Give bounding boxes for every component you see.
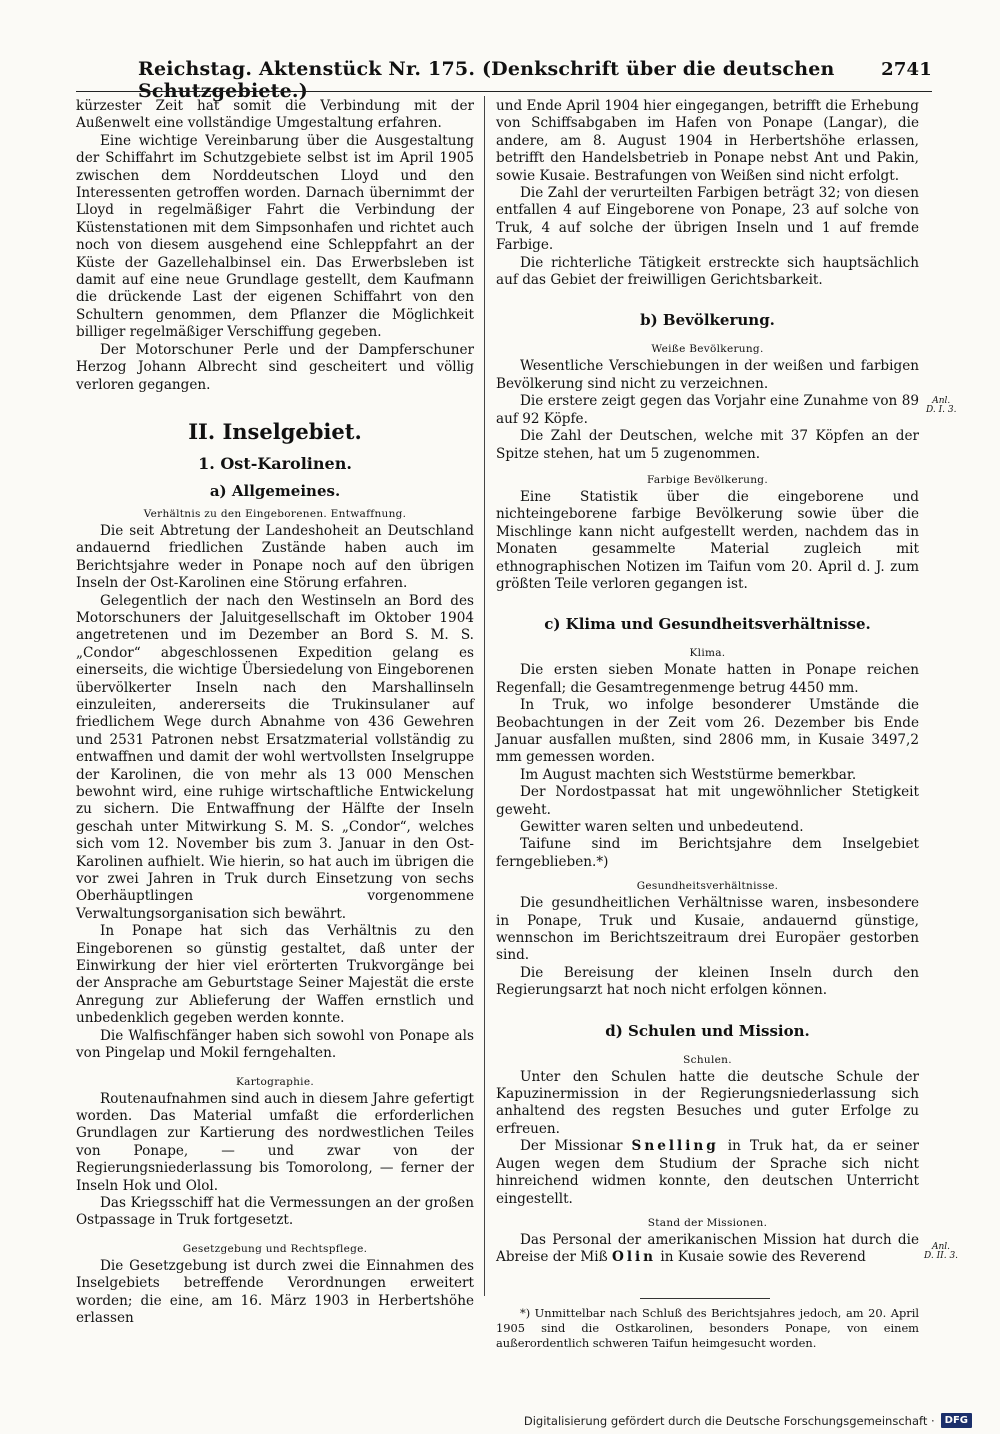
header-title: Reichstag. Aktenstück Nr. 175. (Denkschrift über die deutschen Schutzgebiete.) (138, 58, 835, 102)
paragraph: Unter den Schulen hatte die deutsche Schule der Kapuzinermission in der Regierungsniederlassung sich anhaltend des regsten Besuches und guter Erfolge zu erfreuen. (496, 1068, 919, 1137)
paragraph: Wesentliche Verschiebungen in der weißen und farbigen Bevölkerung sind nicht zu verzeichnen. (496, 358, 919, 392)
minor-heading: Weiße Bevölkerung. (651, 343, 764, 356)
text-run: in Truk hat, da er seiner Augen wegen dem Studium der Sprache sich nicht hinreichend widmen konnte, den deutschen Unterricht eingestellt. (496, 1138, 919, 1207)
section-heading: II. Inselgebiet. (188, 418, 362, 444)
margin-note-line: Anl. (932, 396, 951, 406)
paragraph: Gelegentlich der nach den Westinseln an Bord des Motorschuners der Jaluitgesellschaft im Oktober 1904 angetretenen und im Dezember an Bord S. M. S. „Condor“ abgeschlossenen Expedition gelang es einerseits, die wichtige Übersiedelung von Eingeborenen übervölkerter Inseln nach den Marshallinseln einzuleiten, andererseits die Trukinsulaner auf friedlichem Wege durch Abnahme von 436 Gewehren und 2531 Patronen nebst Ersatzmaterial vollständig zu entwaffnen und damit der wohl wertvollsten Inselgruppe der Karolinen, die von mehr als 13 000 Menschen bewohnt wird, eine ruhige wirtschaftliche Entwickelung zu sichern. Die Entwaffnung der Hälfte der Inseln geschah unter Mitwirkung S. M. S. „Condor“, welches sich vom 12. November bis zum 3. Januar in den Ost-Karolinen aufhielt. Wie hierin, so hat auch im übrigen die vor zwei Jahren in Truk durch Einsetzung von sechs Oberhäuptlingen vorgenommene Verwaltungsorganisation sich bewährt. (76, 592, 474, 922)
paragraph: Das Kriegsschiff hat die Vermessungen an der großen Ostpassage in Truk fortgesetzt. (76, 1194, 474, 1229)
paragraph: und Ende April 1904 hier eingegangen, betrifft die Erhebung von Schiffsabgaben im Hafen von Ponape (Langar), die andere, am 8. August 1904 in Herbertshöhe erlassen, betrifft den Handelsbetrieb in Ponape nebst Ant und Pakin, sowie Kusaie. Bestrafungen von Weißen sind nicht erfolgt. (496, 98, 919, 184)
paragraph: Eine wichtige Vereinbarung über die Ausgestaltung der Schiffahrt im Schutzgebiete selbst ist im April 1905 zwischen dem Norddeutschen Lloyd und den Interessenten getroffen worden. Darnach übernimmt der Lloyd in regelmäßiger Fahrt die Verbindung der Küstenstationen mit dem Simpsonhafen und richtet auch noch von diesem ausgehend eine Schleppfahrt an der Küste der Gazellehalbinsel ein. Das Erwerbsleben ist damit auf eine neue Grundlage gestellt, dem Kaufmann die drückende Last der eigenen Schiffahrt von den Schultern genommen, dem Pflanzer die Möglichkeit billiger regelmäßiger Verschiffung gegeben. (76, 132, 474, 341)
minor-heading: Gesetzgebung und Rechtspflege. (182, 1242, 368, 1255)
right-column (496, 98, 919, 1267)
person-name: Snelling (631, 1138, 719, 1155)
footnote (496, 1306, 919, 1351)
minor-heading: Schulen. (683, 1053, 732, 1066)
text-run: Der Missionar (520, 1138, 623, 1155)
minor-heading: Verhältnis zu den Eingeborenen. Entwaffnung. (143, 507, 407, 520)
paragraph (496, 1138, 919, 1208)
paragraph: Der Motorschuner Perle und der Dampferschuner Herzog Johann Albrecht sind gescheitert und völlig verloren gegangen. (76, 341, 474, 393)
paragraph: Die richterliche Tätigkeit erstreckte sich hauptsächlich auf das Gebiet der freiwilligen Gerichtsbarkeit. (496, 254, 919, 289)
header-rule (76, 91, 932, 92)
paragraph: Die seit Abtretung der Landeshoheit an Deutschland andauernd friedlichen Zustände haben auch im Berichtsjahre weder in Ponape noch auf den übrigen Inseln der Ost-Karolinen eine Störung erfahren. (76, 522, 474, 592)
paragraph: In Ponape hat sich das Verhältnis zu den Eingeborenen so günstig gestaltet, daß unter der Einwirkung der hier viel erörterten Trukvorgänge bei der Ansprache am Geburtstage Seiner Majestät die erste Anregung zur Ablieferung der Waffen ernstlich und unbedenklich gegeben werden konnte. (76, 923, 474, 1027)
margin-note-annex (924, 1243, 958, 1261)
paragraph: Der Nordostpassat hat mit ungewöhnlicher Stetigkeit geweht. (496, 784, 919, 818)
person-name: Olin (612, 1249, 657, 1266)
subsection-heading-a: a) Allgemeines. (209, 481, 341, 500)
margin-note-line: Anl. (932, 1242, 951, 1252)
paragraph: Gewitter waren selten und unbedeutend. (520, 819, 804, 835)
paragraph: Die Zahl der Deutschen, welche mit 37 Köpfen an der Spitze stehen, hat um 5 zugenommen. (496, 428, 919, 462)
minor-heading: Gesundheitsverhältnisse. (636, 880, 779, 893)
paragraph: Die erstere zeigt gegen das Vorjahr eine Zunahme von 89 auf 92 Köpfe. (496, 393, 919, 427)
page-number: 2741 (881, 59, 932, 80)
paragraph: In Truk, wo infolge besonderer Umstände die Beobachtungen in der Zeit vom 26. Dezember bis Ende Januar ausfallen mußten, sind 2806 mm, in Kusaie 3497,2 mm gemessen worden. (496, 697, 919, 766)
minor-heading: Klima. (689, 647, 726, 660)
subsection-heading-d: d) Schulen und Mission. (605, 1021, 810, 1040)
paragraph: Die Walfischfänger haben sich sowohl von Ponape als von Pingelap und Mokil ferngehalten. (76, 1027, 474, 1062)
subsection-heading: 1. Ost-Karolinen. (198, 453, 352, 473)
footer-text: Digitalisierung gefördert durch die Deutsche Forschungsgemeinschaft · (523, 1413, 935, 1428)
minor-heading: Farbige Bevölkerung. (647, 473, 768, 486)
paragraph: kürzester Zeit hat somit die Verbindung mit der Außenwelt eine vollständige Umgestaltung erfahren. (76, 98, 474, 132)
paragraph: Die gesundheitlichen Verhältnisse waren, insbesondere in Ponape, Truk und Kusaie, andauernd günstige, wennschon im Berichtszeitraum drei Europäer gestorben sind. (496, 895, 919, 964)
text-run: Das Personal der amerikanischen Mission hat durch die Abreise der Miß (496, 1231, 919, 1266)
paragraph (496, 1232, 919, 1267)
subsection-heading-c: c) Klima und Gesundheitsverhältnisse. (544, 615, 871, 634)
paragraph: Eine Statistik über die eingeborene und nichteingeborene farbige Bevölkerung sowie über die Mischlinge kann nicht aufgestellt werden, nachdem das in Monaten gesammelte Material zugleich mit ethnographischen Notizen im Taifun vom 20. April d. J. zum größten Teile verloren gegangen ist. (496, 488, 919, 592)
margin-note-line: D. I. 3. (926, 405, 957, 415)
footnote-text: *) Unmittelbar nach Schluß des Berichtsjahres jedoch, am 20. April 1905 sind die Ostkarolinen, besonders Ponape, von einem außerordentlich schweren Taifun heimgesucht worden. (496, 1306, 919, 1350)
paragraph: Die Bereisung der kleinen Inseln durch den Regierungsarzt hat noch nicht erfolgen können. (496, 964, 919, 999)
text-run: in Kusaie sowie des Reverend (660, 1249, 866, 1266)
minor-heading: Stand der Missionen. (647, 1216, 768, 1229)
column-divider (484, 96, 485, 1296)
left-column (76, 98, 474, 1327)
minor-heading: Kartographie. (236, 1075, 314, 1088)
subsection-heading-b: b) Bevölkerung. (640, 311, 775, 330)
running-header (138, 58, 932, 102)
paragraph: Die Gesetzgebung ist durch zwei die Einnahmen des Inselgebiets betreffende Verordnungen erweitert worden; die eine, am 16. März 1903 in Herbertshöhe erlassen (76, 1257, 474, 1326)
margin-note-annex (926, 397, 956, 415)
paragraph: Routenaufnahmen sind auch in diesem Jahre gefertigt worden. Das Material umfaßt die erforderlichen Grundlagen zur Kartierung des nordwestlichen Teiles von Ponape, — und zwar von der Regierungsniederlassung bis Tomorolong, — ferner der Inseln Hok und Olol. (76, 1090, 474, 1194)
footnote-rule (640, 1298, 770, 1299)
paragraph: Taifune sind im Berichtsjahre dem Inselgebiet ferngeblieben.*) (496, 836, 919, 870)
dfg-logo-icon: DFG (941, 1413, 972, 1428)
digitization-footer (524, 1413, 972, 1428)
paragraph: Die Zahl der verurteilten Farbigen beträgt 32; von diesen entfallen 4 auf Eingeborene von Ponape, 23 auf solche von Truk, 4 auf solche der übrigen Inseln und 1 auf fremde Farbige. (496, 185, 919, 254)
paragraph: Im August machten sich Weststürme bemerkbar. (520, 766, 857, 783)
margin-note-line: D. II. 3. (924, 1251, 959, 1261)
paragraph: Die ersten sieben Monate hatten in Ponape reichen Regenfall; die Gesamtregenmenge betrug 4450 mm. (496, 662, 919, 696)
